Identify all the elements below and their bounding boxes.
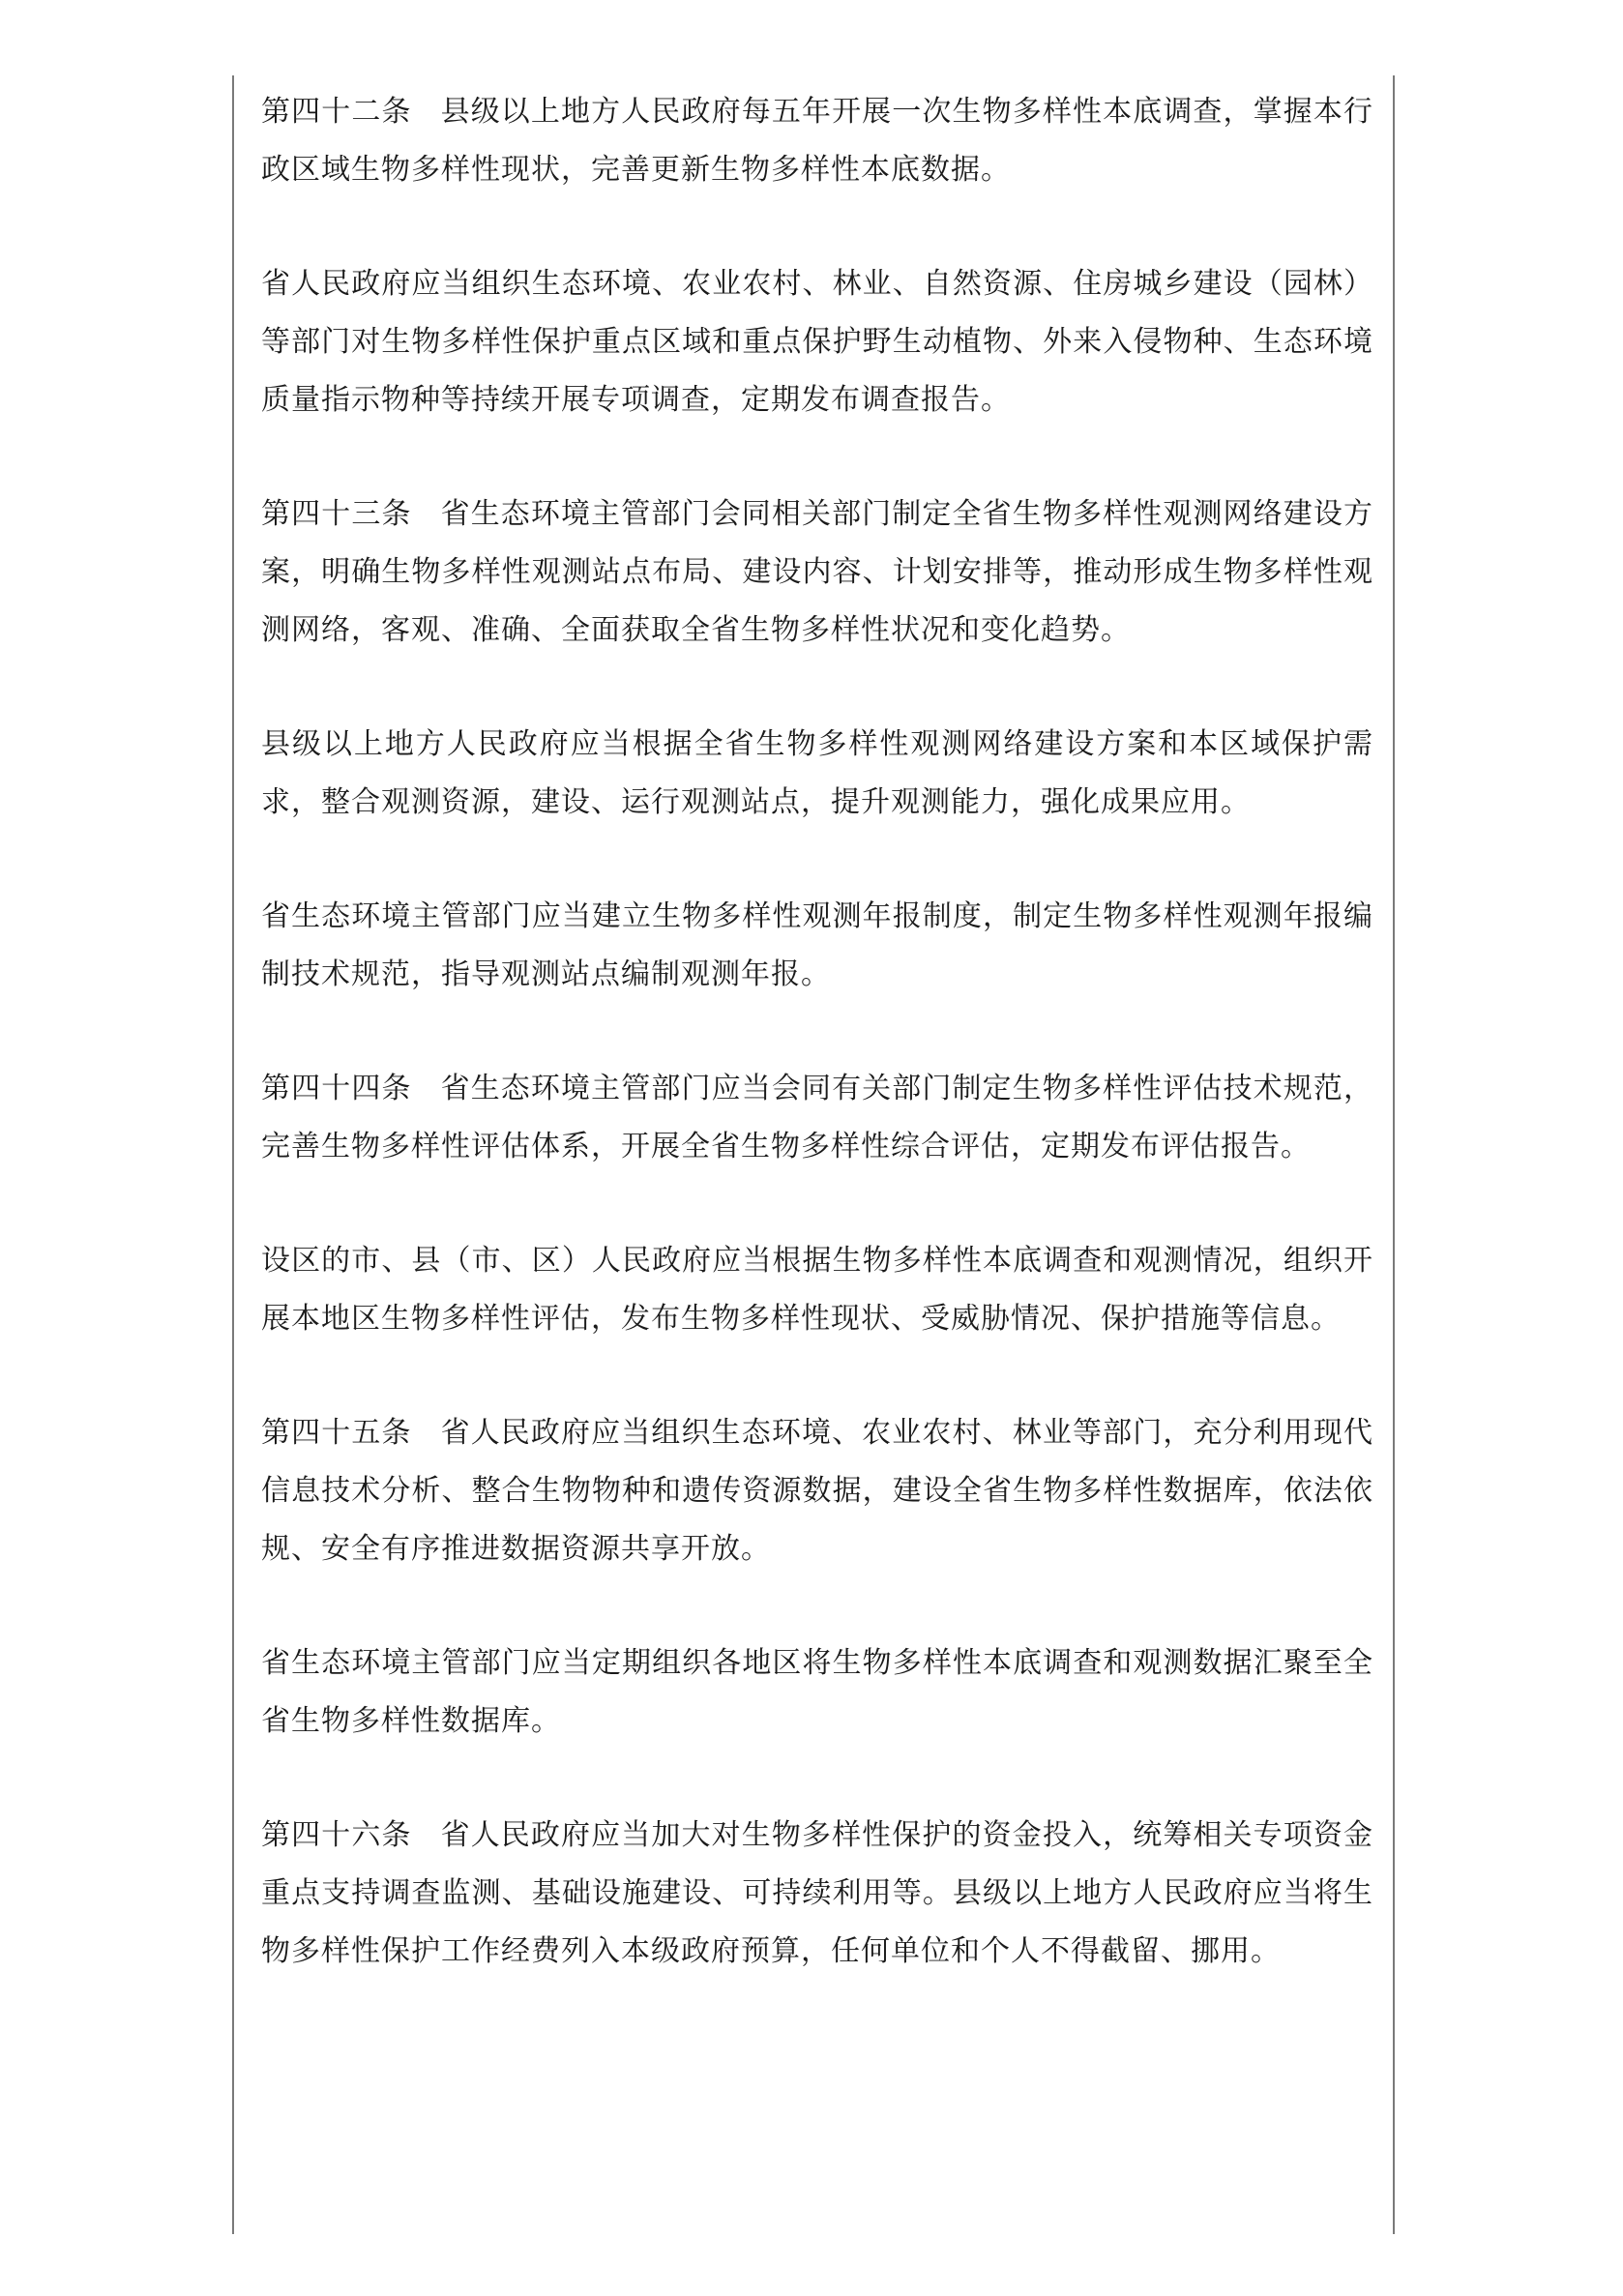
article-number: 第四十二条 — [261, 95, 412, 129]
right-margin-rule — [1393, 75, 1395, 2234]
paragraph-article-45 — [261, 1404, 1373, 1578]
document-body — [261, 83, 1373, 2037]
paragraph-article-42-2 — [261, 255, 1373, 429]
paragraph-text: 省生态环境主管部门会同相关部门制定全省生物多样性观测网络建设方案，明确生物多样性观测站点布局、建设内容、计划安排等，推动形成生物多样性观测网络，客观、准确、全面获取全省生物多样性状况和变化趋势。 — [261, 497, 1374, 647]
paragraph-text: 设区的市、县（市、区）人民政府应当根据生物多样性本底调查和观测情况，组织开展本地区生物多样性评估，发布生物多样性现状、受威胁情况、保护措施等信息。 — [261, 1244, 1373, 1336]
article-number: 第四十六条 — [261, 1818, 412, 1852]
article-number: 第四十四条 — [261, 1072, 412, 1105]
paragraph-article-45-2 — [261, 1634, 1373, 1751]
paragraph-text: 省人民政府应当组织生态环境、农业农村、林业等部门，充分利用现代信息技术分析、整合生物物种和遗传资源数据，建设全省生物多样性数据库，依法依规、安全有序推进数据资源共享开放。 — [261, 1416, 1374, 1566]
paragraph-text: 省生态环境主管部门应当定期组织各地区将生物多样性本底调查和观测数据汇聚至全省生物多样性数据库。 — [261, 1646, 1373, 1738]
paragraph-text: 县级以上地方人民政府应当根据全省生物多样性观测网络建设方案和本区域保护需求，整合观测资源，建设、运行观测站点，提升观测能力，强化成果应用。 — [261, 727, 1373, 819]
paragraph-text: 省生态环境主管部门应当会同有关部门制定生物多样性评估技术规范，完善生物多样性评估体系，开展全省生物多样性综合评估，定期发布评估报告。 — [261, 1072, 1374, 1163]
paragraph-text: 省人民政府应当加大对生物多样性保护的资金投入，统筹相关专项资金重点支持调查监测、基础设施建设、可持续利用等。县级以上地方人民政府应当将生物多样性保护工作经费列入本级政府预算，任何单位和个人不得截留、挪用。 — [261, 1818, 1374, 1968]
paragraph-article-46 — [261, 1807, 1373, 1981]
paragraph-article-44 — [261, 1060, 1373, 1176]
paragraph-article-44-2 — [261, 1232, 1373, 1348]
article-number: 第四十三条 — [261, 497, 412, 531]
paragraph-article-43-3 — [261, 888, 1373, 1004]
paragraph-text: 省人民政府应当组织生态环境、农业农村、林业、自然资源、住房城乡建设（园林）等部门对生物多样性保护重点区域和重点保护野生动植物、外来入侵物种、生态环境质量指示物种等持续开展专项调查，定期发布调查报告。 — [261, 267, 1373, 417]
paragraph-text: 省生态环境主管部门应当建立生物多样性观测年报制度，制定生物多样性观测年报编制技术规范，指导观测站点编制观测年报。 — [261, 899, 1373, 991]
paragraph-article-43 — [261, 486, 1373, 660]
left-margin-rule — [232, 75, 234, 2234]
paragraph-article-43-2 — [261, 716, 1373, 832]
paragraph-article-42 — [261, 83, 1373, 199]
article-number: 第四十五条 — [261, 1416, 412, 1450]
paragraph-text: 县级以上地方人民政府每五年开展一次生物多样性本底调查，掌握本行政区域生物多样性现状，完善更新生物多样性本底数据。 — [261, 95, 1374, 187]
